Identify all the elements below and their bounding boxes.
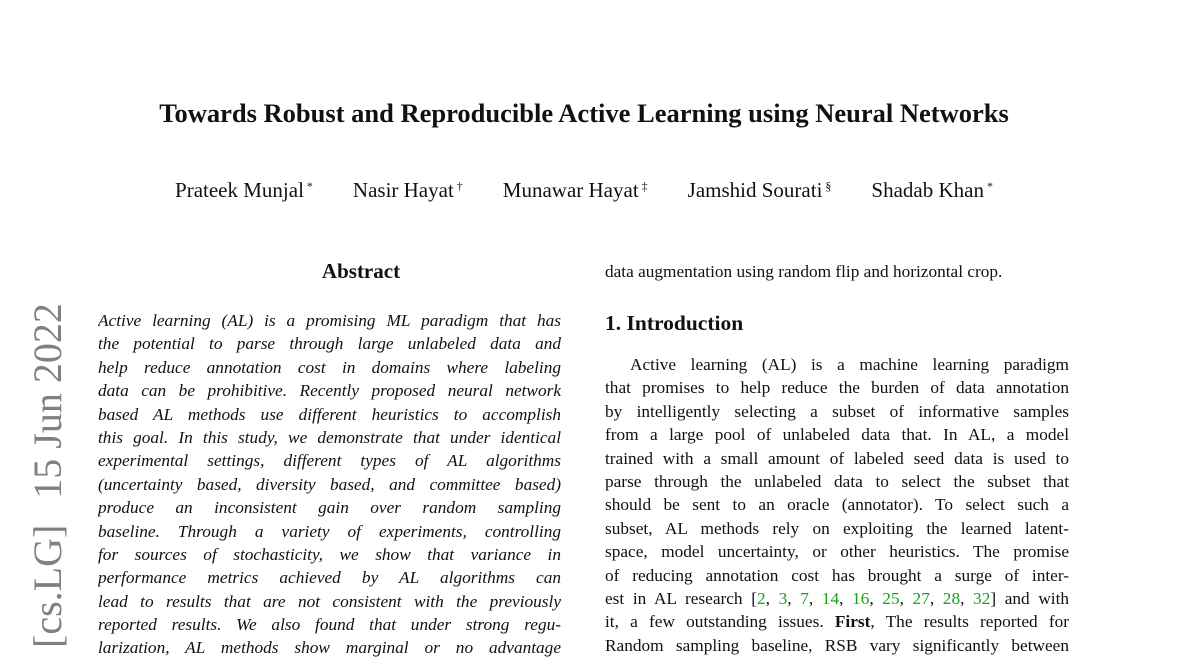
author-list <box>0 178 1168 203</box>
abstract-line: based AL methods use different heuristics to accomplish <box>98 404 561 424</box>
abstract-line: reported results. We also found that under strong regu- <box>98 615 561 635</box>
abstract-line: data can be prohibitive. Recently proposed neural network <box>98 381 561 401</box>
citation-link[interactable]: 3 <box>778 588 788 608</box>
intro-line: should be sent to an oracle (annotator). To select such a <box>605 495 1069 515</box>
intro-line: from a large pool of unlabeled data that. In AL, a model <box>605 425 1069 445</box>
abstract-line: for sources of stochasticity, we show that variance in <box>98 544 561 564</box>
intro-citation-line: est in AL research [2, 3, 7, 14, 16, 25, 27, 28, 32] and with <box>605 588 1069 608</box>
abstract-line: baseline. Through a variety of experiments, controlling <box>98 521 561 541</box>
intro-line: subset, AL methods rely on exploiting the learned latent- <box>605 518 1069 538</box>
abstract-line: this goal. In this study, we demonstrate that under identical <box>98 427 561 447</box>
citation-link[interactable]: 32 <box>973 588 991 608</box>
intro-line: trained with a small amount of labeled seed data is used to <box>605 448 1069 468</box>
paper-title: Towards Robust and Reproducible Active Learning using Neural Networks <box>159 98 1009 128</box>
arxiv-stamp <box>25 277 70 648</box>
arxiv-date: 15 Jun 2022 <box>25 303 70 499</box>
section-heading-introduction: 1. Introduction <box>605 311 744 335</box>
intro-line: that promises to help reduce the burden of data annotation <box>605 378 1069 398</box>
intro-line: Random sampling baseline, RSB vary significantly between <box>605 635 1069 655</box>
abstract-body <box>98 309 561 660</box>
author: Jamshid Sourati § <box>687 178 832 202</box>
abstract-line: Active learning (AL) is a promising ML paradigm that has <box>98 311 561 330</box>
author: Shadab Khan * <box>871 178 993 202</box>
intro-line: Active learning (AL) is a machine learning paradigm <box>630 355 1069 374</box>
citation-link[interactable]: 28 <box>942 588 961 608</box>
citation-link[interactable]: 2 <box>756 588 766 608</box>
citation-link[interactable]: 16 <box>852 588 870 608</box>
citation-link[interactable]: 14 <box>821 588 840 608</box>
intro-line: space, model uncertainty, or other heuristics. The promise <box>605 542 1069 562</box>
citation-link[interactable]: 27 <box>912 588 930 608</box>
intro-line: by intelligently selecting a subset of informative samples <box>605 401 1069 421</box>
arxiv-category: [cs.LG] <box>25 524 70 648</box>
author: Nasir Hayat † <box>352 178 463 202</box>
author: Munawar Hayat ‡ <box>502 178 648 202</box>
abstract-line: (uncertainty based, diversity based, and committee based) <box>98 474 561 494</box>
continued-paragraph: data augmentation using random flip and horizontal crop. <box>605 262 1003 281</box>
abstract-line: lead to results that are not consistent with the previously <box>98 591 561 611</box>
introduction-body <box>605 353 1069 657</box>
intro-line: parse through the unlabeled data to select the subset that <box>605 471 1069 491</box>
abstract-line: experimental settings, different types of AL algorithms <box>98 451 561 471</box>
intro-line: it, a few outstanding issues. First, The results reported for <box>605 612 1069 632</box>
intro-line: of reducing annotation cost has brought a surge of inter- <box>605 565 1069 585</box>
abstract-line: the potential to parse through large unlabeled data and <box>98 334 561 354</box>
abstract-line: produce an inconsistent gain over random sampling <box>98 498 561 518</box>
emphasis-first: First <box>834 612 871 632</box>
citation-link[interactable]: 25 <box>882 588 900 608</box>
abstract-heading: Abstract <box>321 259 401 283</box>
abstract-line: larization, AL methods show marginal or no advantage <box>98 638 561 658</box>
abstract-line: performance metrics achieved by AL algorithms can <box>98 568 561 588</box>
author: Prateek Munjal * <box>175 178 313 202</box>
citation-link[interactable]: 7 <box>800 588 809 608</box>
abstract-line: help reduce annotation cost in domains where labeling <box>98 357 561 377</box>
